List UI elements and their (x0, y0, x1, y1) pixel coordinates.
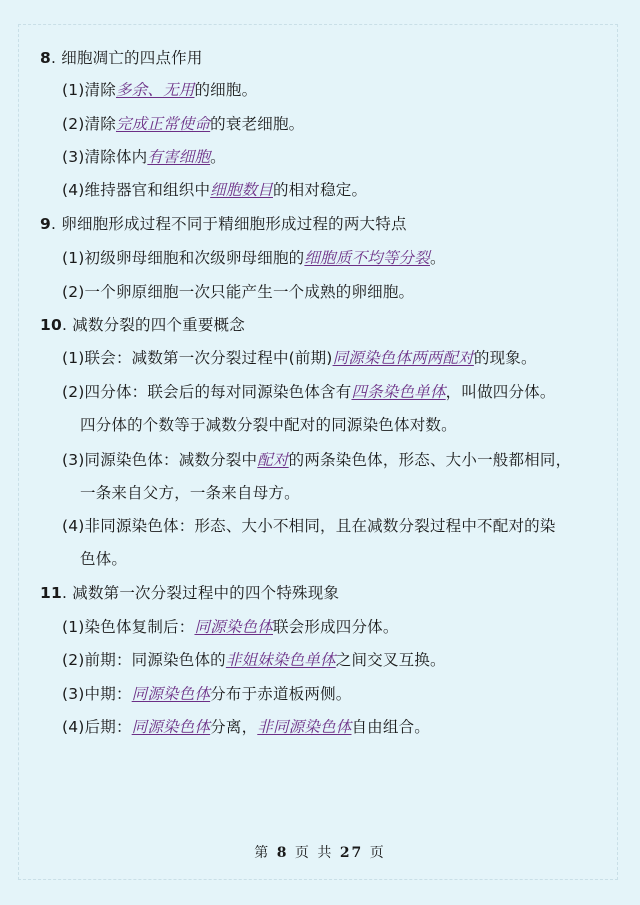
list-item (62, 650, 446, 670)
item-text: 。 (429, 249, 446, 267)
item-text: (1)初级卵母细胞和次级卵母细胞的 (62, 249, 305, 267)
item-text: 联会形成四分体。 (272, 618, 399, 636)
item-text: (1)清除 (62, 81, 116, 99)
total-pages-number: 27 (339, 845, 364, 861)
list-item (62, 450, 571, 470)
current-page-number: 8 (276, 845, 289, 861)
list-item (62, 717, 430, 737)
section-title: . 细胞凋亡的四点作用 (51, 49, 203, 67)
item-text: 的两条染色体，形态、大小一般都相同， (288, 451, 572, 469)
key-term: 同源染色体 (131, 685, 211, 703)
list-item (62, 114, 304, 134)
item-text: 一条来自父方，一条来自母方。 (80, 484, 300, 502)
list-item (62, 248, 446, 268)
item-text: (2)一个卵原细胞一次只能产生一个成熟的卵细胞。 (62, 283, 415, 301)
list-item (62, 180, 367, 200)
item-text: 的衰老细胞。 (210, 115, 305, 133)
item-text: ，叫做四分体。 (445, 383, 556, 401)
section-number: 11 (40, 584, 62, 602)
section-number: 10 (40, 316, 62, 334)
list-item (62, 617, 399, 637)
list-item-continuation (80, 415, 457, 435)
key-term: 细胞质不均等分裂 (304, 249, 430, 267)
key-term: 同源染色体 (194, 618, 273, 636)
key-term: 配对 (257, 451, 289, 469)
item-text: 分布于赤道板两侧。 (210, 685, 352, 703)
key-term: 多余、无用 (115, 81, 195, 99)
key-term: 非同源染色体 (257, 718, 352, 736)
section-title: . 减数第一次分裂过程中的四个特殊现象 (61, 584, 340, 602)
key-term: 同源染色体两两配对 (332, 349, 474, 367)
item-text: (3)中期： (62, 685, 132, 703)
section-number: 8 (40, 49, 51, 67)
footer-text: 页 (369, 845, 386, 861)
item-text: 色体。 (80, 550, 128, 568)
section-9-heading (40, 214, 407, 234)
section-title: . 减数分裂的四个重要概念 (61, 316, 245, 334)
item-text: (4)维持器官和组织中 (62, 181, 211, 199)
list-item-continuation (80, 483, 300, 503)
list-item (62, 147, 226, 167)
item-text: 自由组合。 (351, 718, 430, 736)
key-term: 同源染色体 (131, 718, 211, 736)
footer-text: 第 (254, 845, 271, 861)
item-text: 的相对稳定。 (272, 181, 368, 199)
list-item (62, 516, 556, 536)
item-text: 分离， (210, 718, 258, 736)
section-number: 9 (40, 215, 51, 233)
item-text: (3)同源染色体：减数分裂中 (62, 451, 258, 469)
list-item-continuation (80, 549, 127, 569)
item-text: 四分体的个数等于减数分裂中配对的同源染色体对数。 (80, 416, 457, 434)
footer-text: 页 共 (294, 845, 334, 861)
section-11-heading (40, 583, 339, 603)
key-term: 四条染色单体 (351, 383, 446, 401)
section-8-heading (40, 48, 203, 68)
item-text: (2)清除 (62, 115, 116, 133)
item-text: 的细胞。 (194, 81, 258, 99)
list-item (62, 80, 257, 100)
page-footer (0, 842, 640, 862)
section-10-heading (40, 315, 245, 335)
key-term: 细胞数目 (210, 181, 273, 199)
list-item (62, 348, 537, 368)
section-title: . 卵细胞形成过程不同于精细胞形成过程的两大特点 (51, 215, 407, 233)
item-text: (1)染色体复制后： (62, 618, 195, 636)
item-text: (1)联会：减数第一次分裂过程中(前期) (62, 349, 333, 367)
item-text: 的现象。 (473, 349, 537, 367)
key-term: 完成正常使命 (115, 115, 211, 133)
item-text: (2)前期：同源染色体的 (62, 651, 226, 669)
item-text: 之间交叉互换。 (335, 651, 446, 669)
item-text: 。 (210, 148, 226, 166)
list-item (62, 282, 414, 302)
list-item (62, 382, 556, 402)
key-term: 有害细胞 (147, 148, 211, 166)
item-text: (4)后期： (62, 718, 132, 736)
key-term: 非姐妹染色单体 (225, 651, 336, 669)
list-item (62, 684, 351, 704)
item-text: (3)清除体内 (62, 148, 148, 166)
item-text: (4)非同源染色体：形态、大小不相同，且在减数分裂过程中不配对的染 (62, 517, 556, 535)
item-text: (2)四分体：联会后的每对同源染色体含有 (62, 383, 352, 401)
